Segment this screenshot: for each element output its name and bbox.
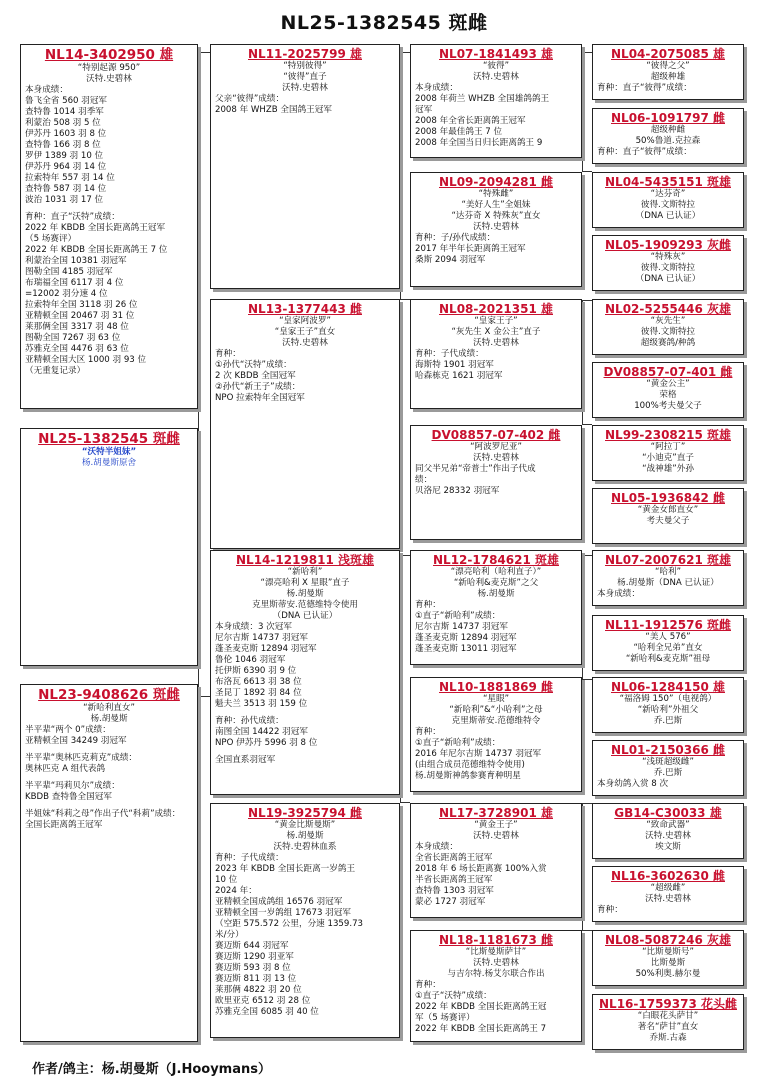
record-line: 2022 年 KBDB 全国长距离鸽王 7 [415,1024,547,1034]
pigeon-info: 杨.胡曼斯（DNA 已认证） [617,578,719,588]
pigeon-info: 沃特.史碧林 [86,74,132,84]
record-line: （无重复记录） [25,366,86,376]
subject-card[interactable] [20,428,198,666]
record-line: KBDB 查特鲁全国冠军 [25,792,112,802]
pigeon-ring-id: NL99-2308215 斑雄 [605,428,731,442]
record-line: 桑斯 2094 羽冠军 [415,255,486,265]
pigeon-info: “新哈利”外祖父 [637,705,699,715]
record-line: 蓬圣麦克斯 12894 羽冠军 [215,644,317,654]
record-line: 2024 年： [215,886,257,896]
record-line: 2008 年全省长距离鸽王冠军 [415,116,526,126]
pigeon-info: （DNA 已认证） [272,611,338,621]
pigeon-info: “阿波罗尼亚” [470,442,522,452]
record-line: 2008 年荷兰 WHZB 全国雄鸽鸽王 [415,94,550,104]
pigeon-ring-id: NL16-3602630 雌 [611,869,725,883]
record-line: 10 位 [215,875,238,885]
pigeon-info: 杨.胡曼斯 [477,589,515,599]
record-line: 育种： [415,727,441,737]
record-line: 半省长距离鸽王冠军 [415,875,493,885]
pigeon-ring-id: NL04-5435151 斑雄 [605,175,731,189]
record-line: 赛迈斯 1290 羽亚军 [215,952,294,962]
record-line: 亚精顿全国 20467 羽 31 位 [25,311,135,321]
pigeon-info: 乔.巴斯 [653,768,683,778]
great-great-grandparent-card[interactable] [592,108,744,164]
record-line: 尼尔吉斯 14737 羽冠军 [415,622,508,632]
record-line: 尼尔吉斯 14737 羽冠军 [215,633,308,643]
pigeon-ring-id: NL11-1912576 斑雌 [605,618,731,632]
pigeon-info: “美人 576” [645,632,691,642]
pigeon-info: （DNA 已认证） [635,274,701,284]
dam-card[interactable] [20,684,198,1042]
great-great-grandparent-card[interactable] [592,803,744,859]
pigeon-info: “黄金公主” [646,379,690,389]
pigeon-info: “灰先生 X 金公主”直子 [451,327,541,337]
record-line: 圣昆丁 1892 羽 84 位 [215,688,302,698]
record-line: 育种：直子“沃特”成绩： [25,212,120,222]
pigeon-info: “小迪克”直子 [642,453,694,463]
record-line: 2022 年 KBDB 全国长距离鸽王冠 [415,1002,547,1012]
record-line: (由组合成员范德维特令使用) [415,760,525,770]
record-line: 苏雅克全国 6085 羽 40 位 [215,1007,319,1017]
record-line: 利蒙治 508 羽 5 位 [25,118,101,128]
pigeon-record [25,85,193,377]
pigeon-info: 克里斯蒂安.范德维特令 [451,716,541,726]
pigeon-info: 杨.胡曼斯 [90,714,128,724]
record-line: 育种：子/孙代成绩： [415,233,496,243]
pigeon-info: “皇家王子”直女 [274,327,336,337]
connector [198,52,210,697]
page-title: NL25-1382545 斑雌 [280,12,488,34]
record-line: 赛迈斯 593 羽 8 位 [215,963,291,973]
record-line: ①孙代“沃特”成绩： [215,360,292,370]
pigeon-ring-id: NL08-2021351 雄 [439,302,553,316]
pigeon-info: 荣格 [659,390,677,400]
pigeon-info: 乔.巴斯 [653,716,683,726]
pigeon-ring-id: NL06-1284150 雄 [611,680,725,694]
pigeon-ring-id: NL07-2007621 斑雄 [605,553,731,567]
pigeon-info: 埃文斯 [655,842,681,852]
pigeon-info: 50%鲁道.克拉森 [635,136,701,146]
connector [582,803,592,931]
pigeon-ring-id: NL19-3925794 雌 [248,806,362,820]
great-great-grandparent-card[interactable] [592,362,744,418]
pigeon-info: “比斯曼斯号” [642,947,694,957]
pigeon-ring-id: NL08-5087246 灰雄 [605,933,731,947]
record-line: ①直子“新哈利”成绩： [415,611,501,621]
great-great-grandparent-card[interactable] [592,172,744,228]
pigeon-info: 彼得.文斯特拉 [640,327,696,337]
record-line: 赛迈斯 644 羽冠军 [215,941,289,951]
record-line: 育种： [597,905,623,915]
pigeon-info: “黄金王子” [474,820,518,830]
pigeon-ring-id: DV08857-07-401 雌 [603,365,733,379]
record-line: 2016 年尼尔吉斯 14737 羽冠军 [415,749,542,759]
record-line: 育种：子代成绩： [415,349,484,359]
record-line: 亚精顿全国一岁鸽组 17673 羽冠军 [215,908,351,918]
great-grandparent-card[interactable] [410,425,582,540]
connector [582,52,592,172]
grandparent-card[interactable] [210,299,400,549]
record-line: 查特鲁 587 羽 14 位 [25,184,107,194]
record-line: 半平辈“两个 0”成绩： [25,725,111,735]
record-line: 父亲“彼得”成绩： [215,94,285,104]
pigeon-ring-id: NL14-3402950 雄 [44,47,174,63]
pigeon-ring-id: NL05-1936842 雌 [611,491,725,505]
record-line: 本身成绩： [597,589,640,599]
record-line: 奥林匹克 A 组代表鸽 [25,764,106,774]
subject-nickname: “沃特半姐妹” [81,447,137,457]
record-line: 军（5 场赛评） [415,1013,475,1023]
pigeon-info: 沃特.史碧林 [473,958,519,968]
pigeon-ring-id: NL17-3728901 雄 [439,806,553,820]
record-line: ②孙代“新王子”成绩： [215,382,301,392]
record-line: 半平辈“玛莉贝尔”成绩： [25,781,120,791]
record-line: 莱那俩 4822 羽 20 位 [215,985,302,995]
pigeon-ring-id: NL12-1784621 斑雄 [433,553,559,567]
pigeon-info: “灰先生” [650,316,686,326]
pigeon-ring-id: NL07-1841493 雄 [439,47,553,61]
record-line: 苏雅克全国 4476 羽 63 位 [25,344,129,354]
record-line: 育种：直子“彼得”成绩： [597,83,692,93]
record-line: 亚精顿全国 34249 羽冠军 [25,736,127,746]
great-grandparent-card[interactable] [410,172,582,287]
pigeon-info: “达芬奇” [650,189,686,199]
pigeon-info: “达芬奇 X 特殊灰”直女 [451,211,541,221]
pigeon-info: 乔斯.古森 [649,1033,687,1043]
pigeon-info: 超级种雄 [650,72,686,82]
pigeon-info: （DNA 已认证） [635,211,701,221]
record-line: 2017 年半年长距离鸽王冠军 [415,244,526,254]
record-line: 本身成绩：3 次冠军 [215,622,292,632]
record-line: 拉索特年全国 3118 羽 26 位 [25,300,138,310]
pigeon-info: 沃特.史碧林 [473,222,519,232]
pigeon-info: “皇家王子” [474,316,518,326]
grandparent-card[interactable] [210,44,400,289]
pigeon-info: “美好人生”全姐妹 [461,200,531,210]
connector [400,555,410,803]
record-line: 托伊斯 6390 羽 9 位 [215,666,297,676]
pigeon-info: “黄金女郎直女” [637,505,699,515]
pigeon-info: “特殊雌” [478,189,514,199]
pigeon-ring-id: NL23-9408626 斑雌 [38,687,180,703]
pigeon-info: 超级赛鸽/种鸽 [640,338,696,348]
record-line: 罗伊 1389 羽 10 位 [25,151,104,161]
pigeon-ring-id: GB14-C30033 雄 [614,806,722,820]
pigeon-info: “致命武器” [646,820,690,830]
record-line: 2018 年 6 场长距离赛 100%入赏 [415,864,547,874]
record-line: 米/分） [215,930,244,940]
pigeon-info: “特别起源 950” [77,63,141,73]
great-great-grandparent-card[interactable] [592,866,744,922]
record-line: 杨.胡曼斯神鸽参赛育种明星 [415,771,521,781]
great-great-grandparent-card[interactable] [592,740,744,796]
great-grandparent-card[interactable] [410,677,582,792]
great-great-grandparent-card[interactable] [592,994,744,1050]
record-line: 波治 1031 羽 17 位 [25,195,104,205]
pigeon-record [25,725,193,831]
record-line: 半平辈“奥林匹克莉克”成绩： [25,753,138,763]
pigeon-info: 克里斯蒂安.范德维特令使用 [252,600,358,610]
pigeon-info: 沃特.史碧林血系 [273,842,337,852]
record-line: 亚精顿全国大区 1000 羽 93 位 [25,355,147,365]
great-great-grandparent-card[interactable] [592,299,744,355]
sire-card[interactable] [20,44,198,409]
grandparent-card[interactable] [210,803,400,1038]
pigeon-info: “新哈利&麦克斯”之父 [453,578,539,588]
pigeon-info: 100%考夫曼父子 [634,401,702,411]
record-line: 本身成绩： [415,83,458,93]
record-line: 2023 年 KBDB 全国长距离一岁鸽王 [215,864,356,874]
record-line: 育种：孙代成绩： [215,716,284,726]
record-line: 本身幼鸽入赏 8 次 [597,779,669,789]
record-line: 半姐妹“科莉之母”作出子代“科莉”成绩： [25,809,181,819]
record-line: 蓬圣麦克斯 12894 羽冠军 [415,633,517,643]
pigeon-info: 50%利奥.赫尔曼 [635,969,701,979]
great-grandparent-card[interactable] [410,803,582,918]
record-line: 哈森栋克 1621 羽冠军 [415,371,503,381]
pigeon-info: “哈利全兄弟”直女 [633,643,703,653]
record-line: 育种：子代成绩： [215,853,284,863]
record-line: 伊苏丹 1603 羽 8 位 [25,129,107,139]
pigeon-ring-id: NL02-5255446 灰雄 [605,302,731,316]
record-line: 2008 年 WHZB 全国鸽王冠军 [215,105,332,115]
pigeon-info: 沃特.史碧林 [473,338,519,348]
record-line: 拉索特年 557 羽 14 位 [25,173,115,183]
record-line: 2 次 KBDB 全国冠军 [215,371,296,381]
record-line: 欧里亚克 6512 羽 28 位 [215,996,311,1006]
record-line: ①直子“沃特”成绩： [415,991,492,1001]
record-line: 全国长距离鸽王冠军 [25,820,103,830]
great-great-grandparent-card[interactable] [592,615,744,671]
pigeon-info: “浅斑超级雌” [642,757,694,767]
record-line: 育种： [415,600,441,610]
connector [582,555,592,680]
pigeon-info: 与吉尔特.杨艾尔联合作出 [447,969,545,979]
record-line: 鲁飞全省 560 羽冠军 [25,96,108,106]
record-line: 海斯特 1901 羽冠军 [415,360,494,370]
pigeon-info: “彼得”直子 [283,72,327,82]
pigeon-ring-id: NL13-1377443 雌 [248,302,362,316]
pigeon-info: 彼得.文斯特拉 [640,200,696,210]
pigeon-info: 沃特.史碧林 [473,72,519,82]
great-great-grandparent-card[interactable] [592,930,744,986]
pigeon-ring-id: NL16-1759373 花头雌 [599,997,737,1011]
great-great-grandparent-card[interactable] [592,550,744,606]
record-line: 育种： [215,349,241,359]
pigeon-info: “新哈利” [287,567,323,577]
pigeon-info: “彼得之父” [646,61,690,71]
record-line: 冠军 [415,105,433,115]
record-line: 本身成绩： [415,842,458,852]
record-line: 查特鲁 166 羽 8 位 [25,140,101,150]
great-great-grandparent-card[interactable] [592,677,744,733]
subject-ring-id: NL25-1382545 斑雌 [38,431,180,447]
record-line: 育种： [415,980,441,990]
record-line: 育种：直子“彼得”成绩： [597,147,692,157]
pigeon-info: 沃特.史碧林 [645,831,691,841]
pigeon-info: 杨.胡曼斯 [286,589,324,599]
pigeon-info: 彼得.文斯特拉 [640,263,696,273]
footer-author: 作者/鸽主：杨.胡曼斯（J.Hooymans） [32,1062,271,1077]
pigeon-info: “新哈利”&“小哈利”之母 [449,705,543,715]
record-line: 图勒全国 4185 羽冠军 [25,267,113,277]
record-line: 贝洛尼 28332 羽冠军 [415,486,500,496]
pigeon-ring-id: NL01-2150366 雌 [611,743,725,757]
pigeon-info: 杨.胡曼斯 [286,831,324,841]
record-line: 查特鲁 1014 羽季军 [25,107,104,117]
great-great-grandparent-card[interactable] [592,425,744,481]
pigeon-info: “特别彼得” [283,61,327,71]
record-line: =12002 羽分速 4 位 [25,289,108,299]
record-line: 蓬圣麦克斯 13011 羽冠军 [415,644,517,654]
record-line: 南图全国 14422 羽冠军 [215,727,308,737]
record-line: NPO 伊苏丹 5996 羽 8 位 [215,738,318,748]
pigeon-ring-id: NL09-2094281 雌 [439,175,553,189]
pigeon-info: “新哈利&麦克斯”祖母 [625,654,711,664]
pigeon-info: “星眼” [482,694,510,704]
pigeon-info: “战神雄”外孙 [642,464,694,474]
pigeon-ring-id: NL14-1219811 浅斑雄 [236,553,374,567]
pigeon-ring-id: NL18-1181673 雌 [439,933,553,947]
pigeon-info: “福洛姆 150”（电视鸽） [619,694,717,704]
pigeon-info: “特殊灰” [650,252,686,262]
pigeon-info: “比斯曼斯萨甘” [465,947,527,957]
connector [582,300,592,425]
pigeon-ring-id: NL11-2025799 雄 [248,47,362,61]
record-line: 图勒全国 7267 羽 63 位 [25,333,121,343]
great-great-grandparent-card[interactable] [592,44,744,100]
great-grandparent-card[interactable] [410,550,582,665]
pigeon-info: 沃特.史碧林 [473,453,519,463]
record-line: 2022 年 KBDB 全国长距离鸽王冠军 [25,223,166,233]
great-grandparent-card[interactable] [410,930,582,1042]
record-line: 全国直系羽冠军 [215,755,276,765]
record-line: 查特鲁 1303 羽冠军 [415,886,494,896]
record-line: 2008 年最佳鸽王 7 位 [415,127,503,137]
record-line: 赛迈斯 811 羽 13 位 [215,974,297,984]
grandparent-card[interactable] [210,550,400,795]
record-line: 布洛瓦 6613 羽 38 位 [215,677,302,687]
pigeon-info: 沃特.史碧林 [473,831,519,841]
record-line: 同父半兄弟“帝普士”作出子代成 [415,464,536,474]
great-great-grandparent-card[interactable] [592,488,744,544]
pigeon-info: “白眼花头萨甘” [637,1011,699,1021]
record-line: 全省长距离鸽王冠军 [415,853,493,863]
pigeon-info: 沃特.史碧林 [645,894,691,904]
record-line: 鲁伦 1046 羽冠军 [215,655,286,665]
pigeon-info: “新哈利直女” [83,703,135,713]
pigeon-info: “哈利” [654,567,682,577]
pigeon-info: “皇家阿波罗” [279,316,331,326]
pigeon-ring-id: NL06-1091797 雌 [611,111,725,125]
pigeon-info: “漂亮哈利 X 星眼”直子 [260,578,350,588]
record-line: （5 场赛评） [25,234,77,244]
record-line: 利蒙治全国 10381 羽冠军 [25,256,127,266]
record-line: 绩： [415,475,433,485]
connector [400,52,410,300]
pigeon-info: “阿拉丁” [650,442,686,452]
pigeon-info: 考夫曼父子 [646,516,690,526]
record-line: （空距 575.572 公里，分速 1359.73 [215,919,364,929]
record-line: 2008 年全国当日归长距离鸽王 9 [415,138,543,148]
record-line: 2022 年 KBDB 全国长距离鸽王 7 位 [25,245,168,255]
pigeon-ring-id: DV08857-07-402 雌 [431,428,561,442]
pigeon-info: 比斯曼斯 [650,958,686,968]
pigeon-info: 著名“萨甘”直女 [637,1022,699,1032]
pigeon-info: 超级种雌 [650,125,686,135]
record-line: 本身成绩： [25,85,68,95]
pigeon-info: 沃特.史碧林 [282,338,328,348]
pigeon-info: “超级雌” [650,883,686,893]
pigeon-ring-id: NL05-1909293 灰雌 [605,238,731,252]
pigeon-ring-id: NL04-2075085 雄 [611,47,725,61]
record-line: 莱那俩全国 3317 羽 48 位 [25,322,129,332]
pigeon-info: 沃特.史碧林 [282,83,328,93]
record-line: ①直子“新哈利”成绩： [415,738,501,748]
pigeon-info: “黄金比斯曼斯” [274,820,336,830]
record-line: 伊苏丹 964 羽 14 位 [25,162,107,172]
record-line: 布瑞福全国 6117 羽 4 位 [25,278,124,288]
great-grandparent-card[interactable] [410,44,582,158]
pigeon-ring-id: NL10-1881869 雌 [439,680,553,694]
pigeon-info: “彼得” [482,61,510,71]
great-grandparent-card[interactable] [410,299,582,409]
record-line: 蒙必 1727 羽冠军 [415,897,486,907]
record-line: 魁夫兰 3513 羽 159 位 [215,699,308,709]
record-line: NPO 拉索特年全国冠军 [215,393,305,403]
pigeon-info: “漂亮哈利（哈利直子）” [450,567,542,577]
record-line: 亚精顿全国成鸽组 16576 羽冠军 [215,897,343,907]
subject-breeder: 杨.胡曼斯原舍 [81,458,137,468]
great-great-grandparent-card[interactable] [592,235,744,291]
